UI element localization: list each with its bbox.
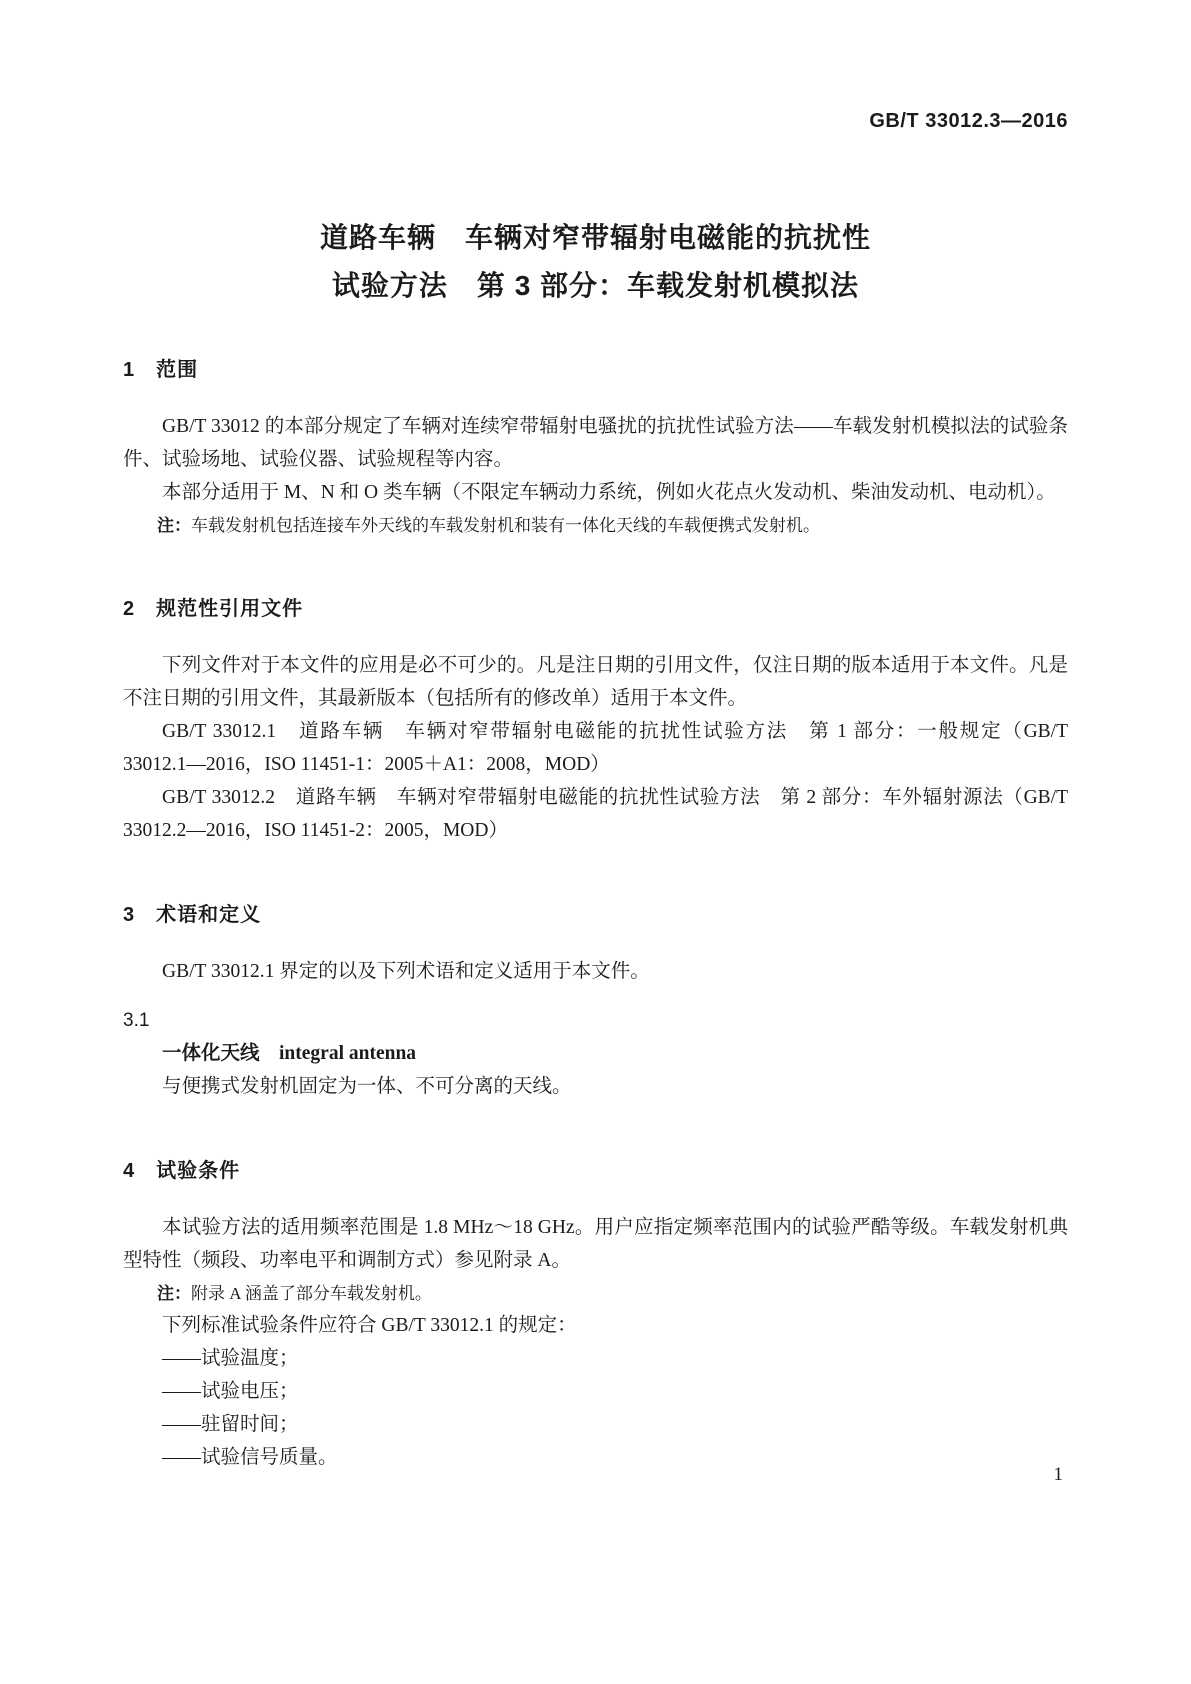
section-heading-terms-definitions: 3 术语和定义 [123,904,262,926]
paragraph: 下列文件对于本文件的应用是必不可少的。凡是注日期的引用文件，仅注日期的版本适用于本文件。凡是不注日期的引用文件，其最新版本（包括所有的修改单）适用于本文件。 [123,655,1068,709]
list-item: ——驻留时间； [162,1414,299,1435]
term-name: 一体化天线 integral antenna [162,1043,417,1064]
document-title [123,214,1068,310]
list-item: ——试验信号质量。 [162,1447,338,1468]
document-title-line1: 道路车辆 车辆对窄带辐射电磁能的抗扰性 [319,222,871,253]
paragraph: GB/T 33012 的本部分规定了车辆对连续窄带辐射电骚扰的抗扰性试验方法——车载发射机模拟法的试验条件、试验场地、试验仪器、试验规程等内容。 [123,416,1068,470]
list-item: ——试验温度； [162,1348,299,1369]
note-label: 注： [157,1284,191,1303]
note-text: 车载发射机包括连接车外天线的车载发射机和装有一体化天线的车载便携式发射机。 [191,516,820,535]
standard-code: GB/T 33012.3—2016 [869,110,1068,132]
paragraph: 下列标准试验条件应符合 GB/T 33012.1 的规定： [162,1315,577,1336]
page-number: 1 [1053,1464,1063,1485]
note [123,1279,1068,1309]
reference-entry: GB/T 33012.1 道路车辆 车辆对窄带辐射电磁能的抗扰性试验方法 第 1 部分：一般规定（GB/T 33012.1—2016，ISO 11451-1：2005＋A1：2008，MOD） [123,721,1068,775]
note-label: 注： [157,516,191,535]
note [123,511,1068,541]
paragraph: 本部分适用于 M、N 和 O 类车辆（不限定车辆动力系统，例如火花点火发动机、柴油发动机、电动机）。 [162,482,1056,503]
term-definition: 与便携式发射机固定为一体、不可分离的天线。 [162,1076,572,1097]
paragraph: 本试验方法的适用频率范围是 1.8 MHz～18 GHz。用户应指定频率范围内的试验严酷等级。车载发射机典型特性（频段、功率电平和调制方式）参见附录 A。 [123,1217,1068,1271]
section-heading-test-conditions: 4 试验条件 [123,1160,241,1182]
section-heading-scope: 1 范围 [123,359,199,381]
document-title-line2: 试验方法 第 3 部分：车载发射机模拟法 [331,270,860,301]
term-number: 3.1 [123,1010,150,1031]
note-text: 附录 A 涵盖了部分车载发射机。 [191,1284,432,1303]
list-item: ——试验电压； [162,1381,299,1402]
reference-entry: GB/T 33012.2 道路车辆 车辆对窄带辐射电磁能的抗扰性试验方法 第 2 部分：车外辐射源法（GB/T 33012.2—2016，ISO 11451-2：2005，MOD） [123,787,1068,841]
section-heading-normative-references: 2 规范性引用文件 [123,598,304,620]
paragraph: GB/T 33012.1 界定的以及下列术语和定义适用于本文件。 [162,961,650,982]
